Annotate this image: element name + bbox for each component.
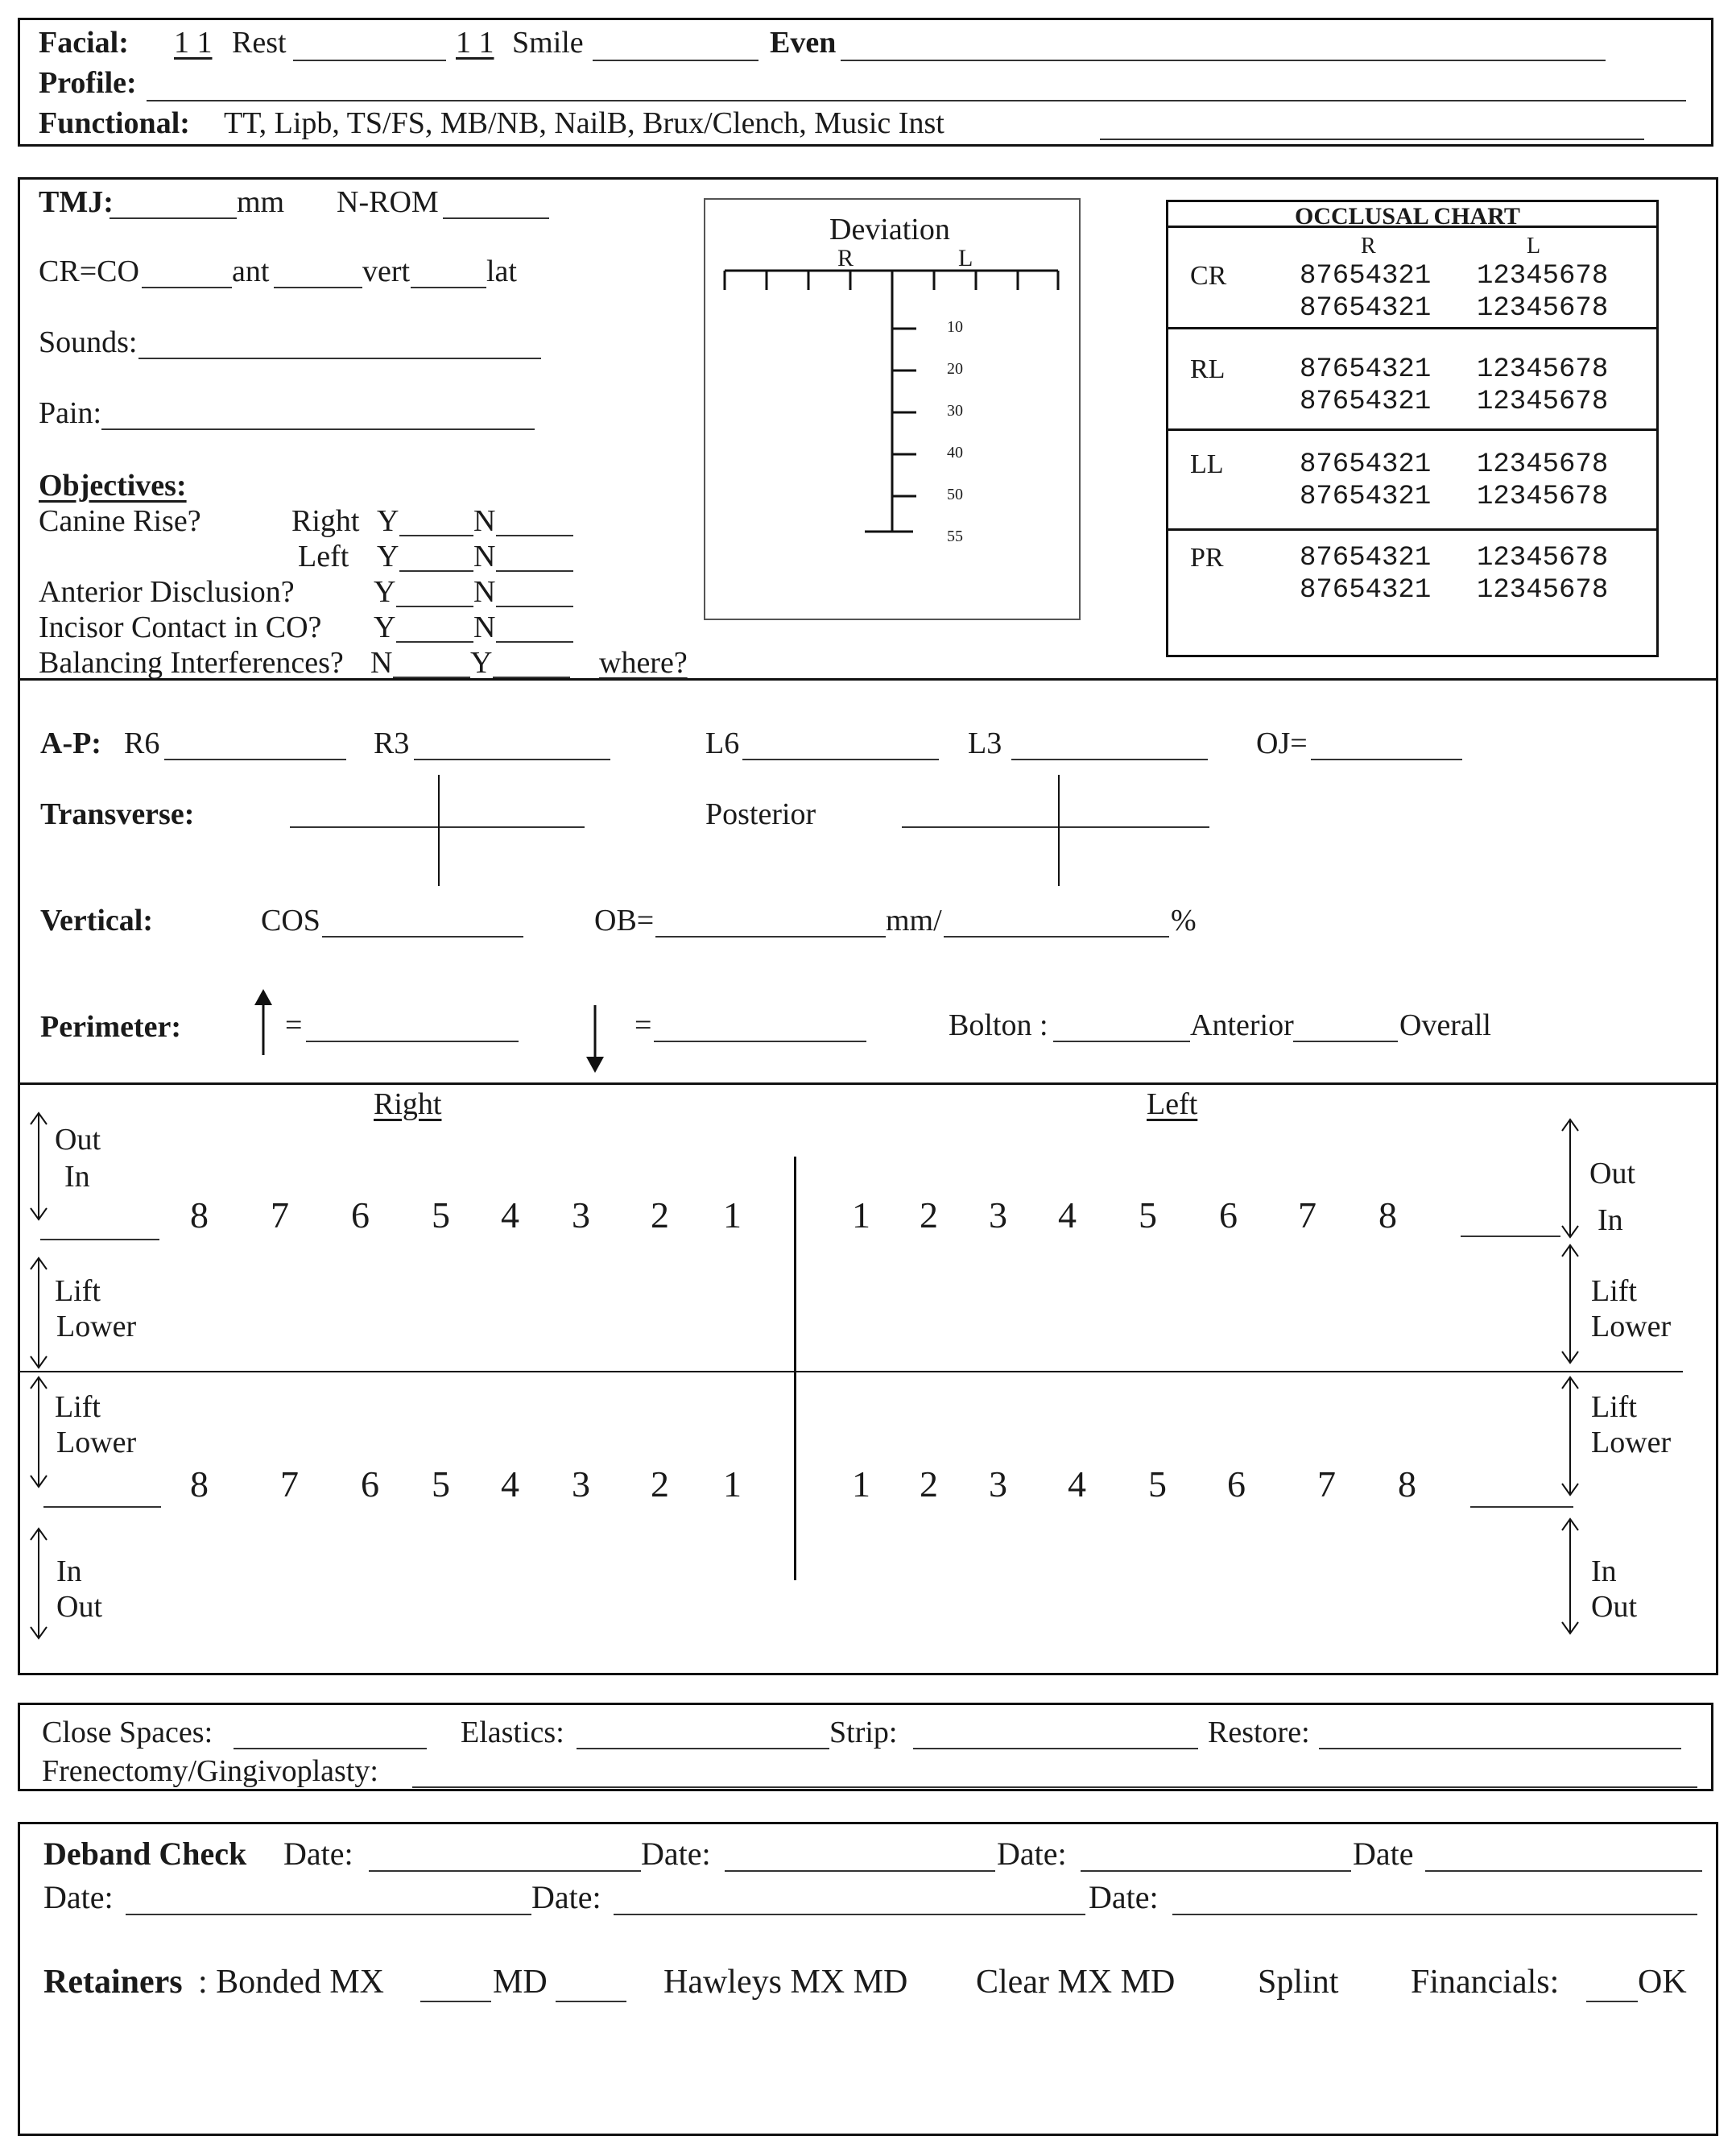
- lower-right-out: Out: [56, 1590, 102, 1624]
- smile-field[interactable]: [593, 60, 758, 61]
- canine-right-n-field[interactable]: [496, 535, 573, 536]
- rest-field[interactable]: [293, 60, 446, 61]
- tooth-number[interactable]: 3: [572, 1194, 590, 1236]
- occlusal-title: OCCLUSAL CHART: [1295, 203, 1520, 230]
- profile-field[interactable]: [147, 100, 1686, 101]
- oj-field[interactable]: [1311, 759, 1462, 760]
- lat-label: lat: [486, 255, 517, 288]
- even-label: Even: [770, 26, 837, 60]
- lower-left-value-field[interactable]: [1470, 1506, 1573, 1508]
- upper-left-out: Out: [1589, 1157, 1635, 1190]
- tooth-number[interactable]: 2: [920, 1463, 938, 1505]
- occlusal-row-divider-2: [1166, 428, 1659, 431]
- cos-field[interactable]: [322, 936, 523, 938]
- bal-y-field[interactable]: [493, 677, 570, 678]
- lower-left-out: Out: [1591, 1590, 1637, 1624]
- lower-left-lower: Lower: [1591, 1426, 1672, 1459]
- canine-left-y: Y: [377, 540, 399, 573]
- tooth-number[interactable]: 6: [1227, 1463, 1246, 1505]
- strip-field[interactable]: [913, 1748, 1198, 1749]
- balancing-label: Balancing Interferences?: [39, 646, 344, 680]
- financials-label: Financials:: [1411, 1964, 1560, 2001]
- deviation-l: L: [958, 245, 973, 271]
- rest-label: Rest: [232, 26, 287, 60]
- cr-co-label: CR=CO: [39, 255, 139, 288]
- occlusal-row-r2: 87654321: [1300, 482, 1432, 512]
- pain-field[interactable]: [101, 428, 535, 430]
- tooth-number[interactable]: 2: [651, 1463, 669, 1505]
- posterior-cross-v: [1058, 775, 1060, 886]
- bolton-overall-field[interactable]: [1293, 1041, 1398, 1042]
- tooth-number[interactable]: 4: [501, 1463, 519, 1505]
- tmj-mm-field[interactable]: [110, 217, 237, 219]
- tooth-number[interactable]: 1: [723, 1194, 742, 1236]
- ob-label: OB=: [594, 904, 655, 938]
- bolton-label: Bolton :: [949, 1008, 1048, 1042]
- tooth-number[interactable]: 5: [432, 1463, 450, 1505]
- hawleys-label: Hawleys MX MD: [663, 1964, 908, 2001]
- ic-n: N: [473, 611, 496, 644]
- restore-field[interactable]: [1319, 1748, 1681, 1749]
- deband-date-3-label: Date:: [997, 1836, 1067, 1872]
- r6-field[interactable]: [164, 759, 346, 760]
- upper-right-lower: Lower: [56, 1310, 137, 1343]
- teeth-right-label: Right: [374, 1087, 442, 1121]
- ad-y-field[interactable]: [396, 606, 473, 607]
- lower-right-in-out-arrow-icon: [29, 1527, 48, 1640]
- teeth-left-label: Left: [1147, 1087, 1198, 1121]
- posterior-label: Posterior: [705, 797, 816, 831]
- transverse-label: Transverse:: [40, 797, 195, 831]
- upper-arch-up-arrow-icon: [251, 989, 275, 1057]
- occlusal-row-l1: 12345678: [1477, 354, 1609, 385]
- perimeter-lower-field[interactable]: [654, 1041, 866, 1042]
- perimeter-lower-eq: =: [634, 1008, 652, 1042]
- tmj-label: TMJ:: [39, 185, 114, 219]
- occlusal-row-r2: 87654321: [1300, 293, 1432, 324]
- tooth-number[interactable]: 7: [1317, 1463, 1336, 1505]
- lower-left-lift-lower-arrow-icon: [1560, 1376, 1580, 1496]
- occlusal-row-l2: 12345678: [1477, 575, 1609, 606]
- sounds-field[interactable]: [138, 358, 541, 359]
- transverse-cross-v: [438, 775, 440, 886]
- canine-rise-label: Canine Rise?: [39, 504, 201, 538]
- restore-label: Restore:: [1208, 1716, 1310, 1749]
- vert-label: vert: [362, 255, 411, 288]
- ob-field[interactable]: [655, 936, 886, 938]
- occlusal-row-label: LL: [1190, 449, 1224, 479]
- ob-mm-label: mm/: [886, 904, 942, 938]
- ad-n-field[interactable]: [496, 606, 573, 607]
- ic-y-field[interactable]: [396, 641, 473, 643]
- close-spaces-label: Close Spaces:: [42, 1716, 213, 1749]
- occlusal-row-l2: 12345678: [1477, 293, 1609, 324]
- frenectomy-label: Frenectomy/Gingivoplasty:: [42, 1754, 378, 1788]
- tooth-number[interactable]: 1: [723, 1463, 742, 1505]
- upper-left-lift: Lift: [1591, 1274, 1637, 1308]
- l6-label: L6: [705, 726, 740, 760]
- occlusal-r-header: R: [1361, 234, 1376, 259]
- cr-co-field[interactable]: [142, 287, 232, 288]
- vertical-label: Vertical:: [40, 904, 153, 938]
- bonded-md-field[interactable]: [556, 2001, 626, 2002]
- ad-n: N: [473, 575, 496, 609]
- occlusal-row-r1: 87654321: [1300, 354, 1432, 385]
- upper-right-value-field[interactable]: [40, 1239, 159, 1240]
- lower-right-in: In: [56, 1554, 82, 1588]
- deviation-gauge: [704, 198, 1081, 620]
- occlusal-row-r1: 87654321: [1300, 449, 1432, 480]
- deviation-tick-40: 40: [947, 444, 963, 462]
- lower-right-lift-lower-arrow-icon: [29, 1376, 48, 1488]
- r3-field[interactable]: [414, 759, 610, 760]
- tooth-number[interactable]: 4: [1058, 1194, 1077, 1236]
- upper-left-in: In: [1598, 1203, 1623, 1237]
- ant-field[interactable]: [274, 287, 362, 288]
- deviation-r: R: [837, 245, 854, 271]
- occlusal-row-l2: 12345678: [1477, 482, 1609, 512]
- clear-label: Clear MX MD: [976, 1964, 1176, 2001]
- tooth-number[interactable]: 2: [920, 1194, 938, 1236]
- bonded-mx-field[interactable]: [420, 2001, 491, 2002]
- occlusal-row-r1: 87654321: [1300, 543, 1432, 573]
- r6-label: R6: [124, 726, 160, 760]
- where-label: where?: [599, 646, 688, 680]
- bal-n: N: [370, 646, 393, 680]
- cos-label: COS: [261, 904, 320, 938]
- canine-left-y-field[interactable]: [399, 570, 473, 572]
- canine-left-n: N: [473, 540, 496, 573]
- lower-right-lift: Lift: [55, 1390, 101, 1424]
- tooth-number[interactable]: 8: [1378, 1194, 1397, 1236]
- perimeter-upper-field[interactable]: [306, 1041, 519, 1042]
- deband-date-5-field[interactable]: [126, 1914, 531, 1915]
- deband-date-1-field[interactable]: [369, 1870, 641, 1872]
- pain-label: Pain:: [39, 396, 102, 430]
- nrom-field[interactable]: [443, 217, 549, 219]
- tooth-number[interactable]: 3: [989, 1463, 1007, 1505]
- upper-left-value-field[interactable]: [1461, 1236, 1560, 1237]
- objectives-label: Objectives:: [39, 469, 187, 503]
- retainers-label: Retainers: [43, 1964, 183, 2001]
- occlusal-row-l1: 12345678: [1477, 543, 1609, 573]
- lower-left-in: In: [1591, 1554, 1617, 1588]
- occlusal-row-l1: 12345678: [1477, 449, 1609, 480]
- lower-right-value-field[interactable]: [43, 1506, 161, 1508]
- deviation-tick-30: 30: [947, 402, 963, 420]
- smile-prefix: 1 1: [456, 26, 494, 60]
- ob-pct-label: %: [1171, 904, 1197, 938]
- tooth-number[interactable]: 4: [1068, 1463, 1086, 1505]
- functional-label: Functional:: [39, 106, 190, 140]
- midline-divider: [794, 1157, 796, 1580]
- deband-date-4-field[interactable]: [1425, 1870, 1702, 1872]
- ad-y: Y: [374, 575, 396, 609]
- bolton-anterior-field[interactable]: [1053, 1041, 1190, 1042]
- functional-field[interactable]: [1100, 139, 1644, 140]
- canine-right-y-field[interactable]: [399, 535, 473, 536]
- occlusal-row-label: RL: [1190, 354, 1226, 384]
- canine-right-y: Y: [377, 504, 399, 538]
- deband-date-7-label: Date:: [1089, 1879, 1159, 1915]
- tooth-number[interactable]: 8: [190, 1194, 209, 1236]
- tooth-number[interactable]: 4: [501, 1194, 519, 1236]
- occlusal-row-divider-3: [1166, 528, 1659, 531]
- ic-y: Y: [374, 611, 396, 644]
- tooth-number[interactable]: 1: [852, 1194, 870, 1236]
- bolton-anterior-label: Anterior: [1190, 1008, 1294, 1042]
- deviation-tick-10: 10: [947, 318, 963, 336]
- perimeter-label: Perimeter:: [40, 1010, 182, 1044]
- occlusal-row-l2: 12345678: [1477, 387, 1609, 417]
- tooth-number[interactable]: 3: [989, 1194, 1007, 1236]
- occlusal-l-header: L: [1527, 234, 1541, 259]
- deband-date-7-field[interactable]: [1172, 1914, 1697, 1915]
- tooth-number[interactable]: 7: [1298, 1194, 1316, 1236]
- upper-left-out-in-arrow-icon: [1560, 1118, 1580, 1239]
- canine-right-label: Right: [291, 504, 360, 538]
- oj-label: OJ=: [1256, 726, 1308, 760]
- functional-items: TT, Lipb, TS/FS, MB/NB, NailB, Brux/Clench, Music Inst: [224, 106, 944, 140]
- bonded-mx-label: : Bonded MX: [198, 1964, 384, 2001]
- lower-left-lift: Lift: [1591, 1390, 1637, 1424]
- close-spaces-field[interactable]: [234, 1748, 427, 1749]
- tooth-number[interactable]: 8: [1398, 1463, 1416, 1505]
- r3-label: R3: [374, 726, 410, 760]
- occlusal-row-label: PR: [1190, 543, 1224, 573]
- occlusal-row-l1: 12345678: [1477, 261, 1609, 292]
- bal-n-field[interactable]: [393, 677, 470, 678]
- deviation-title: Deviation: [829, 213, 950, 246]
- tooth-number[interactable]: 2: [651, 1194, 669, 1236]
- tooth-number[interactable]: 6: [351, 1194, 370, 1236]
- ob-pct-field[interactable]: [944, 936, 1169, 938]
- deband-date-6-label: Date:: [531, 1879, 601, 1915]
- canine-left-label: Left: [298, 540, 349, 573]
- arch-divider: [18, 1371, 1683, 1372]
- financials-ok: OK: [1638, 1964, 1687, 2001]
- deband-date-6-field[interactable]: [614, 1914, 1085, 1915]
- elastics-field[interactable]: [577, 1748, 829, 1749]
- tooth-number[interactable]: 1: [852, 1463, 870, 1505]
- ap-divider: [18, 1082, 1718, 1085]
- canine-right-n: N: [473, 504, 496, 538]
- nrom-label: N-ROM: [337, 185, 439, 219]
- splint-label: Splint: [1258, 1964, 1339, 2001]
- bolton-overall-label: Overall: [1399, 1008, 1491, 1042]
- deband-date-5-label: Date:: [43, 1879, 114, 1915]
- upper-right-lift-lower-arrow-icon: [29, 1256, 48, 1369]
- financials-field[interactable]: [1586, 2001, 1638, 2002]
- upper-right-out: Out: [55, 1123, 101, 1157]
- tooth-number[interactable]: 7: [280, 1463, 299, 1505]
- deband-check-label: Deband Check: [43, 1836, 247, 1872]
- tmj-mm: mm: [237, 185, 285, 219]
- tooth-number[interactable]: 3: [572, 1463, 590, 1505]
- deband-date-2-label: Date:: [641, 1836, 711, 1872]
- l3-label: L3: [968, 726, 1002, 760]
- upper-right-in: In: [64, 1160, 90, 1194]
- occlusal-row-r2: 87654321: [1300, 387, 1432, 417]
- tooth-number[interactable]: 5: [1139, 1194, 1157, 1236]
- deband-date-3-field[interactable]: [1081, 1870, 1351, 1872]
- elastics-label: Elastics:: [461, 1716, 564, 1749]
- l6-field[interactable]: [742, 759, 939, 760]
- vert-field[interactable]: [411, 287, 486, 288]
- transverse-cross-h[interactable]: [290, 826, 585, 828]
- deviation-tick-55: 55: [947, 528, 963, 545]
- tooth-number[interactable]: 6: [361, 1463, 379, 1505]
- bonded-md-label: MD: [493, 1964, 548, 2001]
- ant-label: ant: [232, 255, 270, 288]
- smile-label: Smile: [512, 26, 584, 60]
- incisor-contact-label: Incisor Contact in CO?: [39, 611, 322, 644]
- ic-n-field[interactable]: [496, 641, 573, 643]
- tooth-number[interactable]: 8: [190, 1463, 209, 1505]
- ap-label: A-P:: [40, 726, 101, 760]
- lower-arch-down-arrow-icon: [583, 1005, 607, 1073]
- tooth-number[interactable]: 5: [432, 1194, 450, 1236]
- tooth-number[interactable]: 6: [1219, 1194, 1238, 1236]
- deband-date-4-label: Date: [1353, 1836, 1414, 1872]
- tooth-number[interactable]: 7: [271, 1194, 289, 1236]
- strip-label: Strip:: [829, 1716, 898, 1749]
- sounds-label: Sounds:: [39, 325, 138, 359]
- occlusal-row-divider-1: [1166, 327, 1659, 329]
- occlusal-row-r2: 87654321: [1300, 575, 1432, 606]
- lower-right-lower: Lower: [56, 1426, 137, 1459]
- canine-left-n-field[interactable]: [496, 570, 573, 572]
- profile-label: Profile:: [39, 66, 137, 100]
- tooth-number[interactable]: 5: [1148, 1463, 1167, 1505]
- deviation-tick-50: 50: [947, 486, 963, 503]
- occlusal-row-r1: 87654321: [1300, 261, 1432, 292]
- facial-label: Facial:: [39, 26, 129, 60]
- rest-prefix: 1 1: [174, 26, 213, 60]
- upper-left-lift-lower-arrow-icon: [1560, 1244, 1580, 1364]
- deband-date-1-label: Date:: [283, 1836, 353, 1872]
- perimeter-upper-eq: =: [285, 1008, 303, 1042]
- l3-field[interactable]: [1011, 759, 1208, 760]
- frenectomy-field[interactable]: [412, 1786, 1697, 1788]
- upper-right-lift: Lift: [55, 1274, 101, 1308]
- upper-right-out-in-arrow-icon: [29, 1111, 48, 1221]
- deband-date-2-field[interactable]: [725, 1870, 995, 1872]
- even-field[interactable]: [841, 60, 1606, 61]
- upper-left-lower: Lower: [1591, 1310, 1672, 1343]
- occlusal-row-label: CR: [1190, 261, 1227, 291]
- posterior-cross-h[interactable]: [902, 826, 1209, 828]
- lower-left-in-out-arrow-icon: [1560, 1517, 1580, 1635]
- deviation-tick-20: 20: [947, 360, 963, 378]
- bal-y: Y: [470, 646, 493, 680]
- anterior-disclusion-label: Anterior Disclusion?: [39, 575, 295, 609]
